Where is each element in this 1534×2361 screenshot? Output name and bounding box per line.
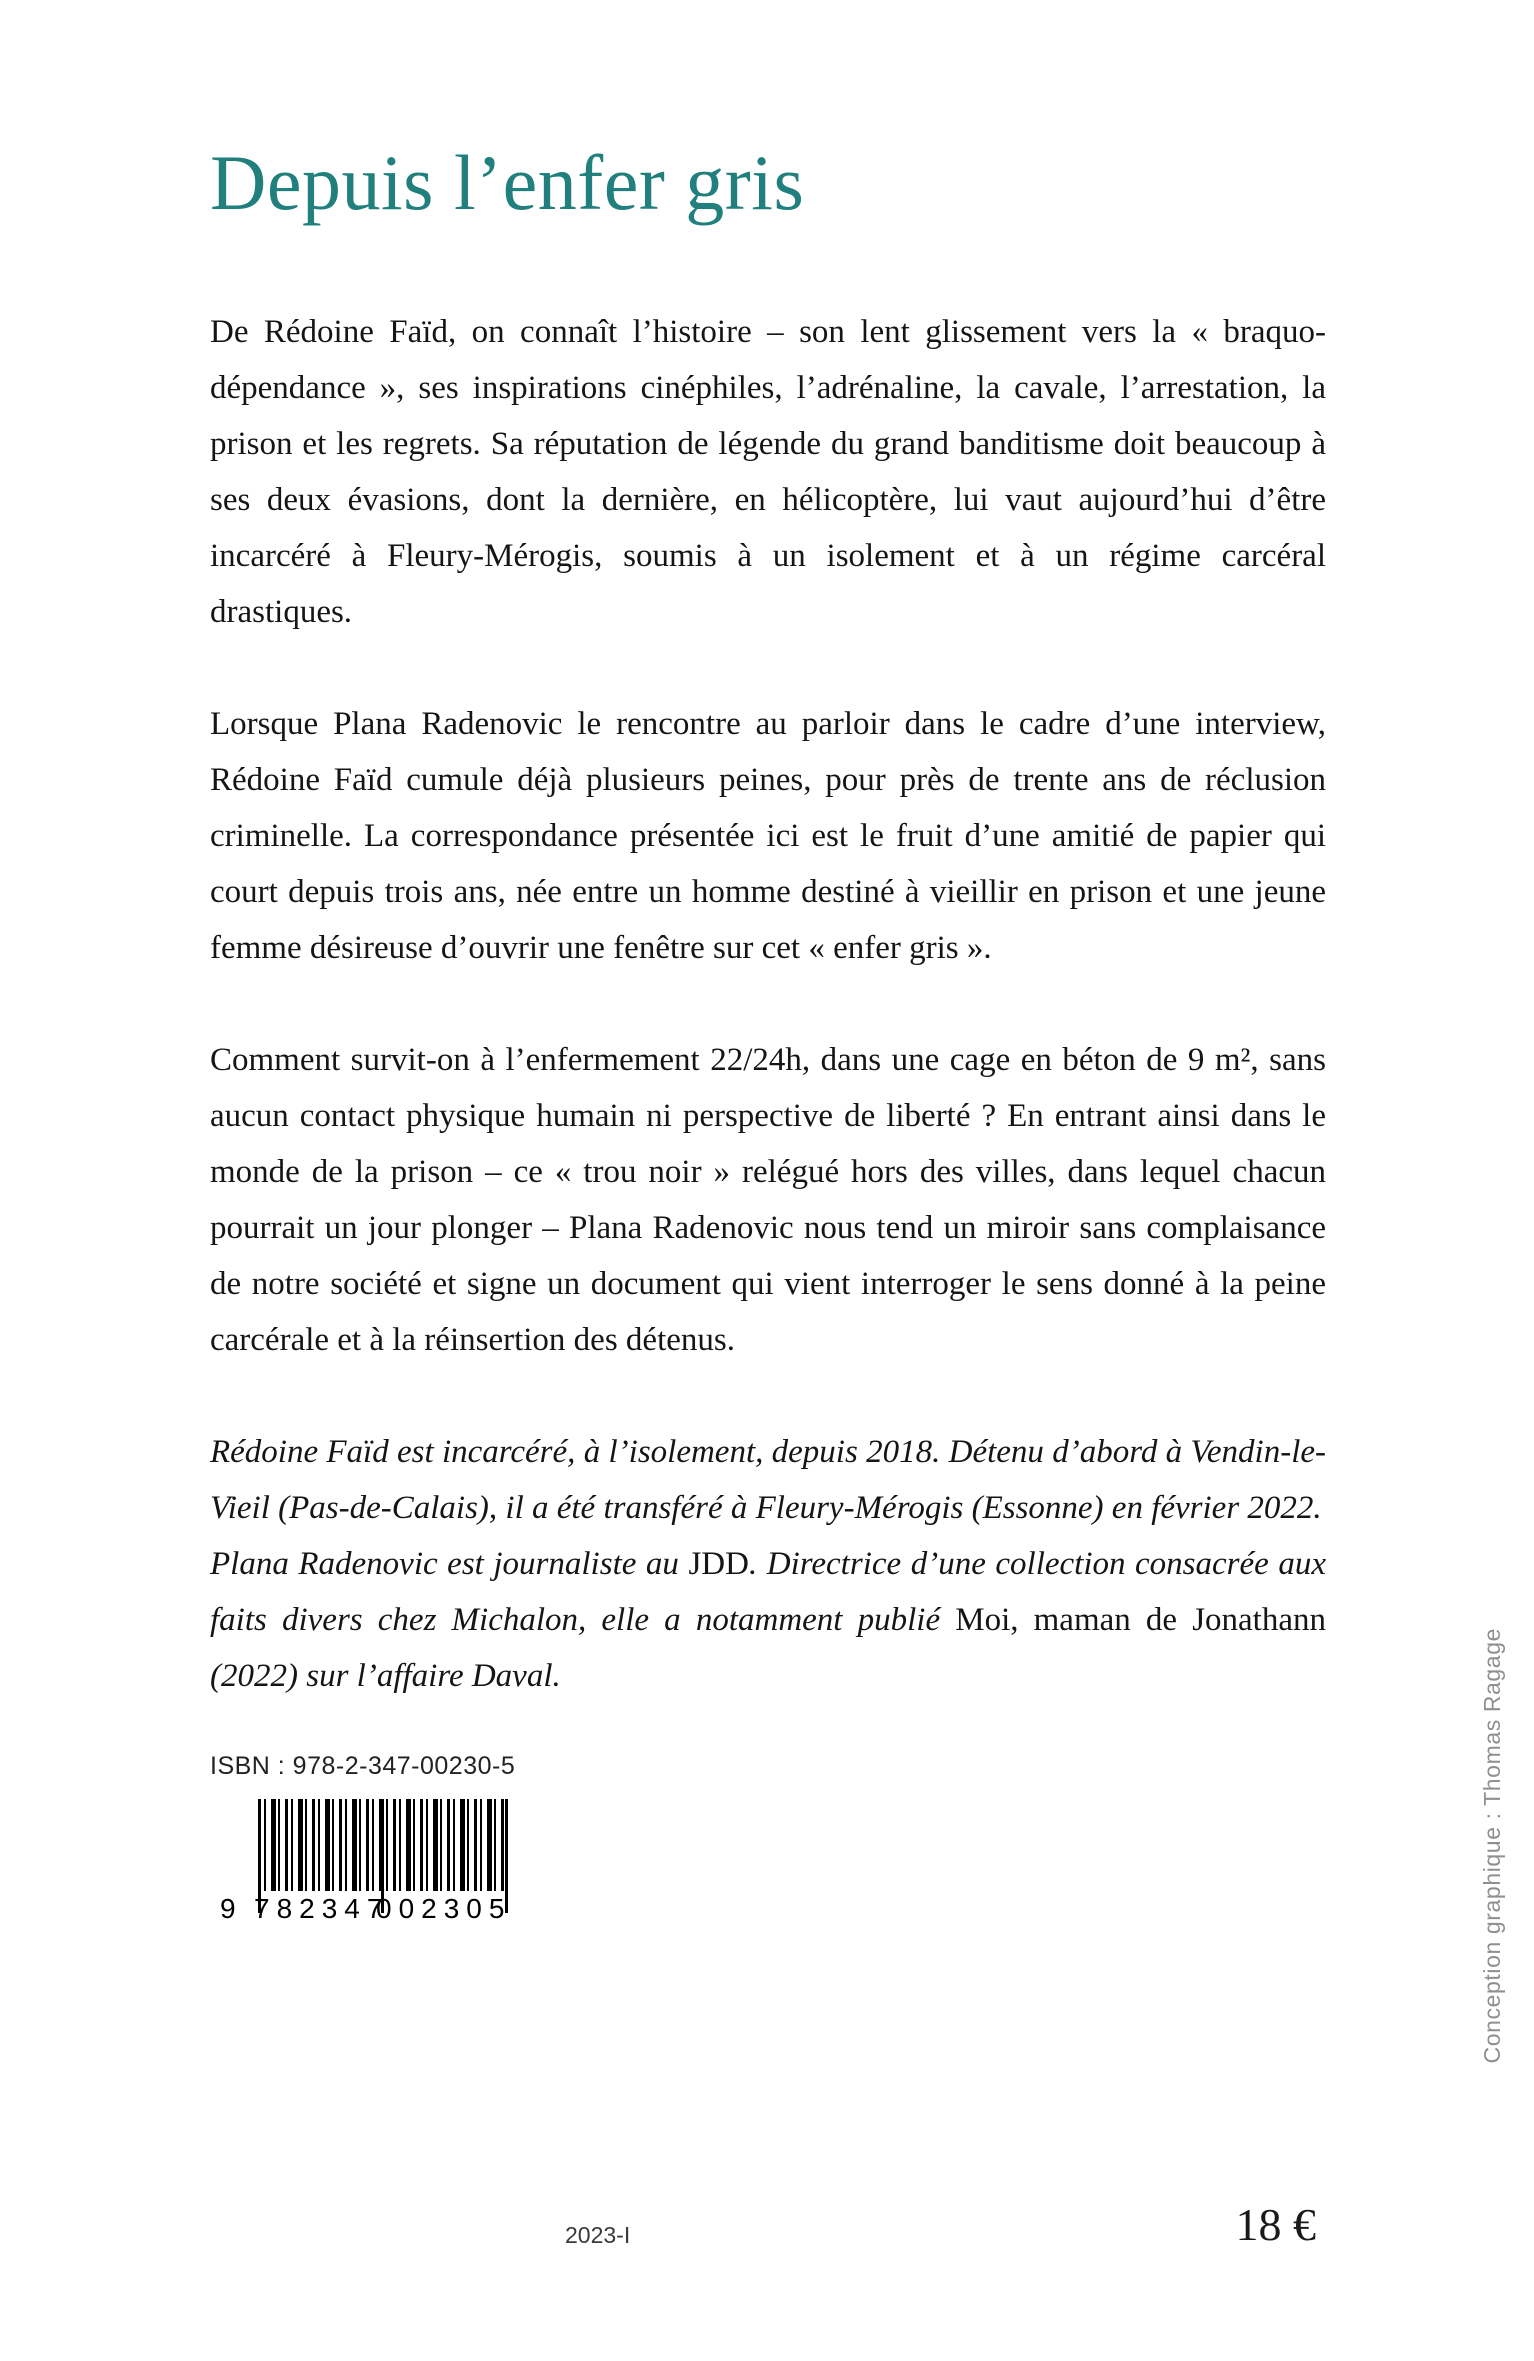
synopsis-paragraph-3: Comment survit-on à l’enfermement 22/24h, dans une cage en béton de 9 m², sans aucun contact physique humain ni perspective de liberté ? En entrant ainsi dans le monde de la prison – ce « trou noir » relégué hors des villes, dans lequel chacun pourrait un jour plonger – Plana Radenovic nous tend un miroir sans complaisance de notre société et signe un document qui vient interroger le sens donné à la peine carcérale et à la réinsertion des détenus. bbox=[210, 1041, 1326, 1358]
bio-text-segment: JDD bbox=[688, 1545, 749, 1582]
barcode-digits bbox=[220, 1891, 520, 1927]
bio-text-segment: Rédoine Faïd est incarcéré, à l’isolement, depuis 2018. Détenu d’abord à Vendin-le-Vieil (Pas-de-Calais), il a été transféré à Fleury-Mérogis (Essonne) en février 2022. bbox=[210, 1433, 1326, 1526]
barcode-digit-group-2: 002305 bbox=[376, 1892, 512, 1924]
isbn-text: ISBN : 978-2-347-00230-5 bbox=[210, 1751, 516, 1780]
author-bio bbox=[210, 1424, 1326, 1704]
bio-paragraph-journalist bbox=[210, 1536, 1326, 1704]
bio-paragraph-author bbox=[210, 1424, 1326, 1536]
synopsis-paragraph-2: Lorsque Plana Radenovic le rencontre au parloir dans le cadre d’une interview, Rédoine Faïd cumule déjà plusieurs peines, pour près de trente ans de réclusion criminelle. La correspondance présentée ici est le fruit d’une amitié de papier qui court depuis trois ans, née entre un homme destiné à vieillir en prison et une jeune femme désireuse d’ouvrir une fenêtre sur cet « enfer gris ». bbox=[210, 705, 1326, 966]
bio-text-segment: Moi, maman de Jonathann bbox=[955, 1601, 1326, 1638]
synopsis-paragraph-1: De Rédoine Faïd, on connaît l’histoire – son lent glissement vers la « braquo-dépendance », ses inspirations cinéphiles, l’adrénaline, la cavale, l’arrestation, la prison et les regrets. Sa réputation de légende du grand banditisme doit beaucoup à ses deux évasions, dont la dernière, en hélicoptère, lui vaut aujourd’hui d’être incarcéré à Fleury-Mérogis, soumis à un isolement et à un régime carcéral drastiques. bbox=[210, 313, 1326, 630]
price: 18 € bbox=[1235, 2199, 1316, 2250]
bio-text-segment: Plana Radenovic est journaliste au bbox=[210, 1545, 689, 1582]
barcode bbox=[220, 1799, 520, 1949]
bio-text-segment: (2022) sur l’affaire Daval. bbox=[210, 1657, 561, 1694]
synopsis bbox=[210, 304, 1326, 1368]
barcode-lead-digit: 9 bbox=[220, 1892, 236, 1924]
edition-code: 2023-I bbox=[565, 2222, 631, 2248]
design-credit: Conception graphique : Thomas Ragage bbox=[1479, 1628, 1505, 2064]
barcode-digit-group-1: 782347 bbox=[254, 1892, 390, 1924]
bio-text-segment: . Directrice d’une collection consacrée aux faits divers chez Michalon, elle a notamment publié bbox=[210, 1545, 1326, 1638]
page-title: Depuis l’enfer gris bbox=[210, 139, 805, 226]
